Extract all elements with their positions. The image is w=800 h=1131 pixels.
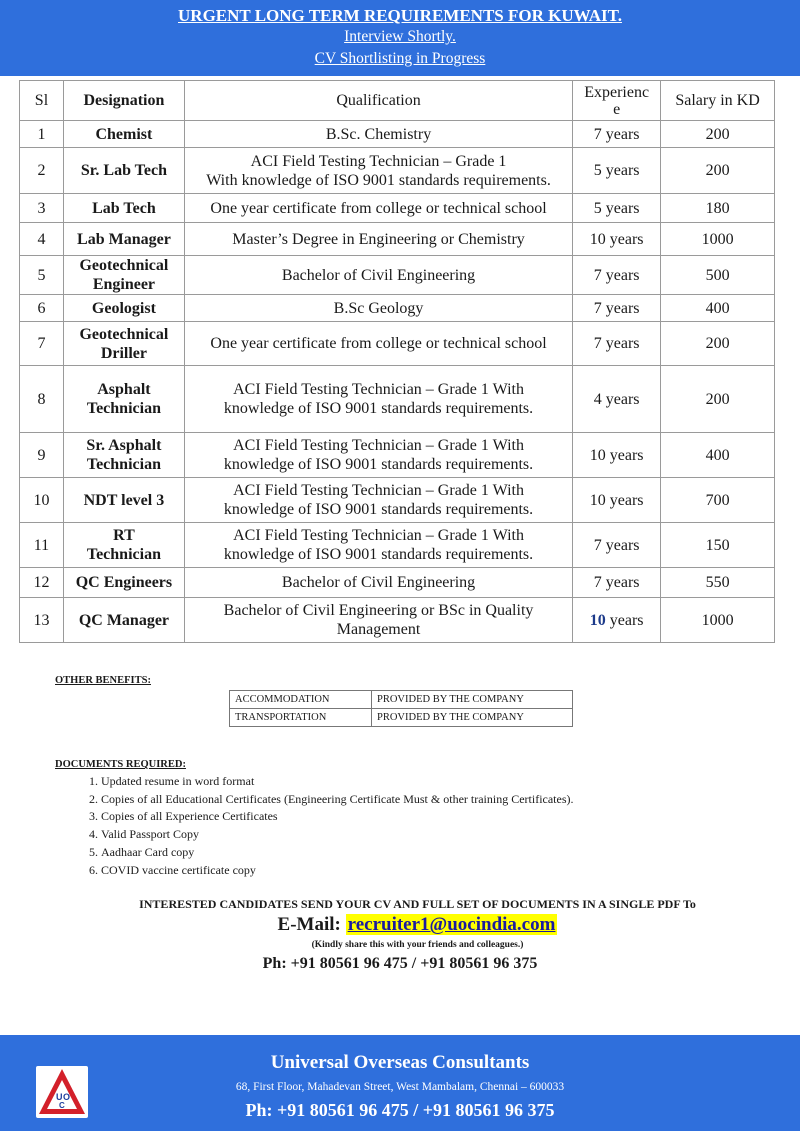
cell-experience — [573, 598, 661, 643]
cell-experience: 5 years — [573, 194, 661, 223]
cell-designation: Geologist — [63, 295, 184, 322]
logo-letter-u: U — [56, 1092, 63, 1102]
email-line — [0, 914, 800, 936]
cell-experience: 10 years — [573, 433, 661, 478]
document-item: 3. Copies of all Experience Certificates — [101, 808, 574, 826]
cell-qualification: Master’s Degree in Engineering or Chemistry — [184, 223, 572, 256]
cell-salary: 1000 — [661, 223, 775, 256]
benefit-item: TRANSPORTATION — [230, 709, 372, 727]
cell-experience: 5 years — [573, 148, 661, 194]
cell-salary: 200 — [661, 121, 775, 148]
cell-qualification: Bachelor of Civil Engineering — [184, 256, 572, 295]
cell-salary: 200 — [661, 322, 775, 366]
cell-qualification: One year certificate from college or technical school — [184, 322, 572, 366]
table-row — [20, 433, 775, 478]
cell-salary: 150 — [661, 523, 775, 568]
cell-qualification: B.Sc Geology — [184, 295, 572, 322]
benefit-value: PROVIDED BY THE COMPANY — [372, 709, 573, 727]
cell-qualification: ACI Field Testing Technician – Grade 1 With knowledge of ISO 9001 standards requirements. — [184, 433, 572, 478]
cell-experience: 7 years — [573, 322, 661, 366]
col-header-sl: Sl — [20, 81, 64, 121]
cell-experience: 7 years — [573, 523, 661, 568]
table-row — [20, 121, 775, 148]
cell-salary: 500 — [661, 256, 775, 295]
document-item: 5. Aadhaar Card copy — [101, 844, 574, 862]
cell-experience: 7 years — [573, 568, 661, 598]
header-banner — [0, 0, 800, 76]
document-item: 1. Updated resume in word format — [101, 773, 574, 791]
logo-letter-c: C — [59, 1101, 65, 1110]
cell-designation: Chemist — [63, 121, 184, 148]
table-row — [20, 148, 775, 194]
cell-sl: 8 — [20, 366, 64, 433]
benefit-item: ACCOMMODATION — [230, 691, 372, 709]
cell-designation: Sr. Lab Tech — [63, 148, 184, 194]
table-row — [20, 598, 775, 643]
cell-experience: 7 years — [573, 295, 661, 322]
cell-designation: Lab Manager — [63, 223, 184, 256]
cell-designation: RT Technician — [63, 523, 184, 568]
benefit-value: PROVIDED BY THE COMPANY — [372, 691, 573, 709]
requirements-table — [19, 80, 775, 643]
cell-experience: 7 years — [573, 121, 661, 148]
cell-sl: 11 — [20, 523, 64, 568]
document-item: 6. COVID vaccine certificate copy — [101, 862, 574, 880]
cell-qualification: ACI Field Testing Technician – Grade 1 With knowledge of ISO 9001 standards requirements. — [184, 148, 572, 194]
cell-salary: 550 — [661, 568, 775, 598]
cell-sl: 3 — [20, 194, 64, 223]
footer-banner — [0, 1035, 800, 1131]
cell-designation: QC Engineers — [63, 568, 184, 598]
company-name: Universal Overseas Consultants — [270, 1052, 530, 1073]
cell-designation: NDT level 3 — [63, 478, 184, 523]
table-row — [20, 322, 775, 366]
company-address: 68, First Floor, Mahadevan Street, West Mambalam, Chennai – 600033 — [235, 1081, 565, 1093]
cell-experience: 4 years — [573, 366, 661, 433]
benefit-row — [230, 691, 573, 709]
cell-sl: 1 — [20, 121, 64, 148]
table-header-row — [20, 81, 775, 121]
cell-sl: 5 — [20, 256, 64, 295]
cell-qualification: ACI Field Testing Technician – Grade 1 With knowledge of ISO 9001 standards requirements. — [184, 523, 572, 568]
logo-icon — [36, 1066, 88, 1118]
cell-salary: 200 — [661, 148, 775, 194]
cell-sl: 13 — [20, 598, 64, 643]
col-header-designation: Designation — [63, 81, 184, 121]
table-row — [20, 194, 775, 223]
col-header-salary: Salary in KD — [661, 81, 775, 121]
cell-sl: 9 — [20, 433, 64, 478]
contact-phone: Ph: +91 80561 96 475 / +91 80561 96 375 — [262, 955, 538, 972]
email-label: E-Mail: — [277, 914, 341, 935]
email-link[interactable]: recruiter1@uocindia.com — [347, 914, 556, 935]
table-row — [20, 256, 775, 295]
benefit-row — [230, 709, 573, 727]
share-note: (Kindly share this with your friends and colleagues.) — [311, 940, 524, 950]
table-row — [20, 478, 775, 523]
cell-sl: 2 — [20, 148, 64, 194]
other-benefits-title: OTHER BENEFITS: — [55, 675, 151, 686]
cell-designation: QC Manager — [63, 598, 184, 643]
table-row — [20, 568, 775, 598]
logo-letter-o: O — [63, 1092, 71, 1102]
cell-experience: 10 years — [573, 223, 661, 256]
cell-sl: 6 — [20, 295, 64, 322]
footer-phone: Ph: +91 80561 96 475 / +91 80561 96 375 — [245, 1100, 555, 1120]
page-title: URGENT LONG TERM REQUIREMENTS FOR KUWAIT. — [178, 6, 622, 25]
table-row — [20, 523, 775, 568]
table-row — [20, 223, 775, 256]
send-instruction: INTERESTED CANDIDATES SEND YOUR CV AND FULL SET OF DOCUMENTS IN A SINGLE PDF To — [139, 897, 696, 911]
cell-sl: 4 — [20, 223, 64, 256]
cell-salary: 1000 — [661, 598, 775, 643]
cell-qualification: Bachelor of Civil Engineering or BSc in Quality Management — [184, 598, 572, 643]
cell-qualification: ACI Field Testing Technician – Grade 1 With knowledge of ISO 9001 standards requirements. — [184, 366, 572, 433]
cell-designation: Asphalt Technician — [63, 366, 184, 433]
cell-qualification: One year certificate from college or technical school — [184, 194, 572, 223]
cell-experience: 10 years — [573, 478, 661, 523]
cell-sl: 10 — [20, 478, 64, 523]
table-row — [20, 366, 775, 433]
header-subtitle-cv: CV Shortlisting in Progress — [314, 50, 486, 67]
cell-experience: 7 years — [573, 256, 661, 295]
cell-qualification: Bachelor of Civil Engineering — [184, 568, 572, 598]
experience-unit: years — [605, 611, 644, 629]
company-logo — [36, 1066, 88, 1118]
col-header-qualification: Qualification — [184, 81, 572, 121]
cell-salary: 700 — [661, 478, 775, 523]
document-item: 4. Valid Passport Copy — [101, 826, 574, 844]
documents-list — [73, 773, 574, 879]
cell-sl: 12 — [20, 568, 64, 598]
cell-qualification: B.Sc. Chemistry — [184, 121, 572, 148]
cell-designation: Geotechnical Engineer — [63, 256, 184, 295]
cell-salary: 400 — [661, 433, 775, 478]
cell-qualification: ACI Field Testing Technician – Grade 1 With knowledge of ISO 9001 standards requirements. — [184, 478, 572, 523]
cell-designation: Geotechnical Driller — [63, 322, 184, 366]
cell-salary: 400 — [661, 295, 775, 322]
cell-salary: 200 — [661, 366, 775, 433]
cell-salary: 180 — [661, 194, 775, 223]
document-item: 2. Copies of all Educational Certificates (Engineering Certificate Must & other training Certificates). — [101, 791, 574, 809]
benefits-table — [229, 690, 573, 727]
cell-designation: Lab Tech — [63, 194, 184, 223]
cell-designation: Sr. Asphalt Technician — [63, 433, 184, 478]
header-subtitle-interview: Interview Shortly. — [344, 28, 456, 45]
documents-required-title: DOCUMENTS REQUIRED: — [55, 759, 186, 770]
col-header-experience: Experienc e — [573, 81, 661, 121]
table-row — [20, 295, 775, 322]
experience-number: 10 — [589, 611, 606, 629]
cell-sl: 7 — [20, 322, 64, 366]
